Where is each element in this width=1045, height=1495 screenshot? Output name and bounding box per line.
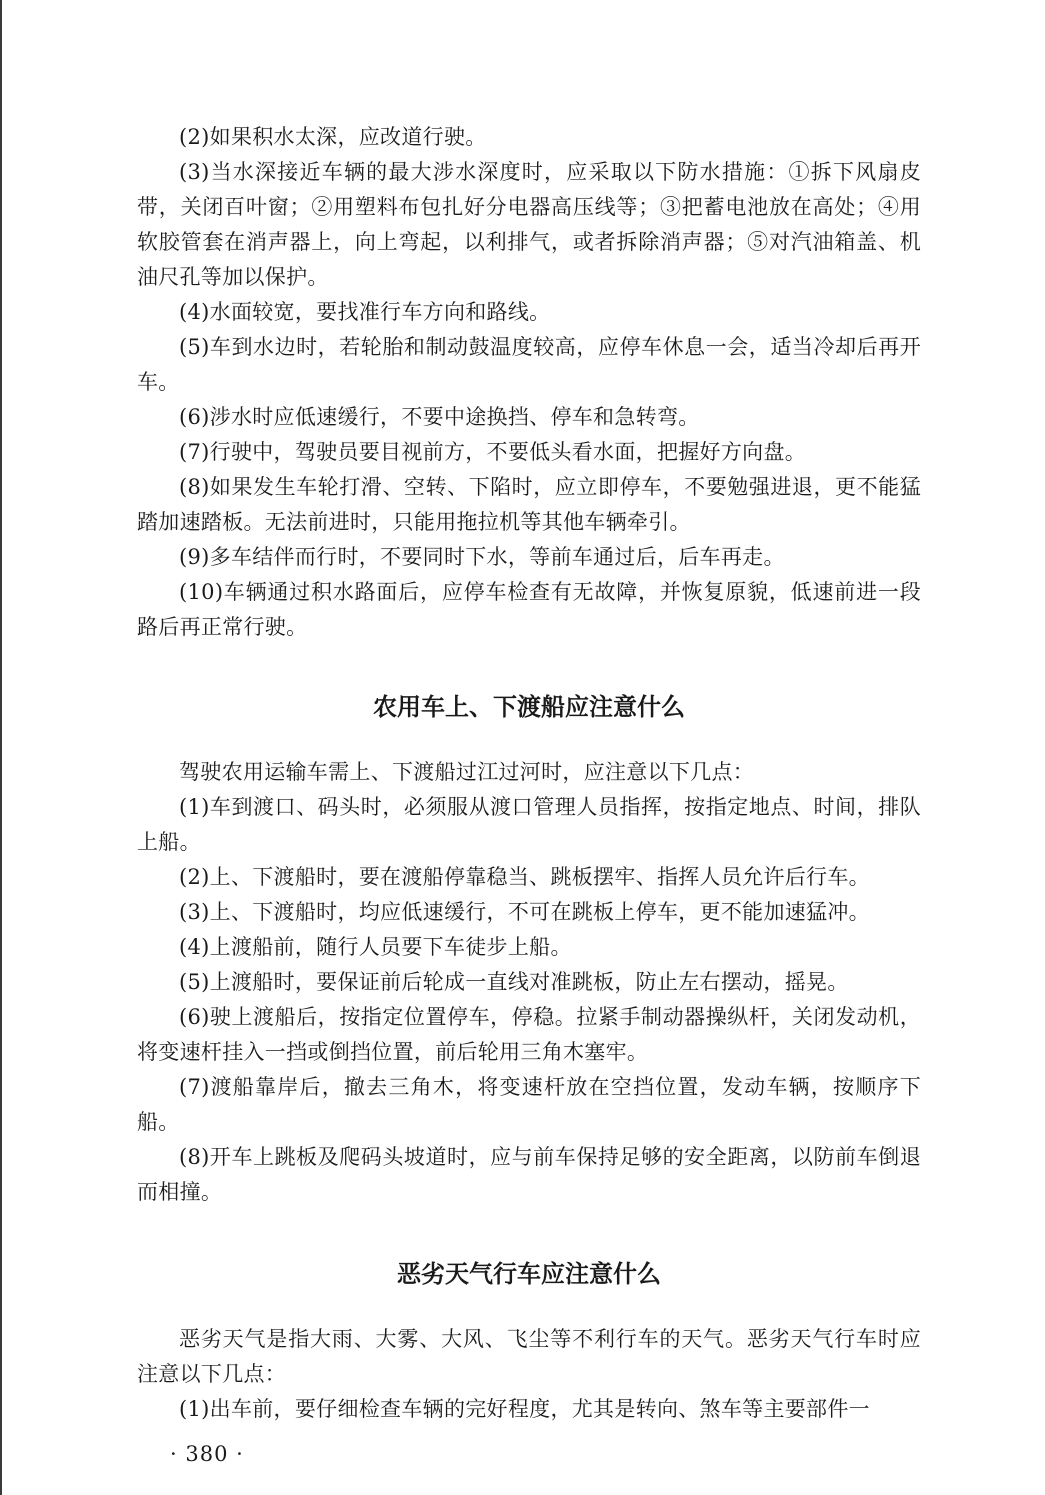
paragraph: (5)车到水边时，若轮胎和制动鼓温度较高，应停车休息一会，适当冷却后再开车。: [137, 335, 921, 394]
paragraph: (6)驶上渡船后，按指定位置停车，停稳。拉紧手制动器操纵杆，关闭发动机，将变速杆挂入一挡或倒挡位置，前后轮用三角木塞牢。: [137, 1005, 921, 1064]
paragraph: (8)开车上跳板及爬码头坡道时，应与前车保持足够的安全距离，以防前车倒退而相撞。: [137, 1145, 921, 1204]
paragraph: (4)水面较宽，要找准行车方向和路线。: [179, 300, 551, 324]
page-body: [137, 120, 921, 1427]
paragraph: 恶劣天气是指大雨、大雾、大风、飞尘等不利行车的天气。恶劣天气行车时应注意以下几点：: [137, 1327, 921, 1386]
section-heading-ferry: 农用车上、下渡船应注意什么: [373, 693, 685, 721]
section-flooded-road: [137, 120, 921, 645]
paragraph: (2)上、下渡船时，要在渡船停靠稳当、跳板摆牢、指挥人员允许后行车。: [179, 865, 870, 889]
paragraph: (5)上渡船时，要保证前后轮成一直线对准跳板，防止左右摆动，摇晃。: [179, 970, 849, 994]
page-number: · 380 ·: [170, 1442, 244, 1466]
section-heading-bad-weather: 恶劣天气行车应注意什么: [397, 1260, 661, 1288]
paragraph: (10)车辆通过积水路面后，应停车检查有无故障，并恢复原貌，低速前进一段路后再正常行驶。: [137, 580, 921, 639]
paragraph: (2)如果积水太深，应改道行驶。: [179, 125, 487, 149]
paragraph: (3)上、下渡船时，均应低速缓行，不可在跳板上停车，更不能加速猛冲。: [179, 900, 870, 924]
paragraph: (1)出车前，要仔细检查车辆的完好程度，尤其是转向、煞车等主要部件一: [179, 1397, 870, 1421]
section-bad-weather: [137, 1322, 921, 1427]
paragraph: (7)行驶中，驾驶员要目视前方，不要低头看水面，把握好方向盘。: [179, 440, 807, 464]
paragraph: (6)涉水时应低速缓行，不要中途换挡、停车和急转弯。: [179, 405, 700, 429]
paragraph: (8)如果发生车轮打滑、空转、下陷时，应立即停车，不要勉强进退，更不能猛踏加速踏板。无法前进时，只能用拖拉机等其他车辆牵引。: [137, 475, 921, 534]
section-ferry: [137, 755, 921, 1210]
paragraph: 驾驶农用运输车需上、下渡船过江过河时，应注意以下几点：: [179, 760, 755, 784]
paragraph: (3)当水深接近车辆的最大涉水深度时，应采取以下防水措施：①拆下风扇皮带，关闭百叶窗；②用塑料布包扎好分电器高压线等；③把蓄电池放在高处；④用软胶管套在消声器上，向上弯起，以利排气，或者拆除消声器；⑤对汽油箱盖、机油尺孔等加以保护。: [137, 160, 921, 289]
paragraph: (1)车到渡口、码头时，必须服从渡口管理人员指挥，按指定地点、时间，排队上船。: [137, 795, 921, 854]
paragraph: (4)上渡船前，随行人员要下车徒步上船。: [179, 935, 572, 959]
paragraph: (7)渡船靠岸后，撤去三角木，将变速杆放在空挡位置，发动车辆，按顺序下船。: [137, 1075, 921, 1134]
paragraph: (9)多车结伴而行时，不要同时下水，等前车通过后，后车再走。: [179, 545, 785, 569]
page-edge-line: [0, 0, 2, 1495]
